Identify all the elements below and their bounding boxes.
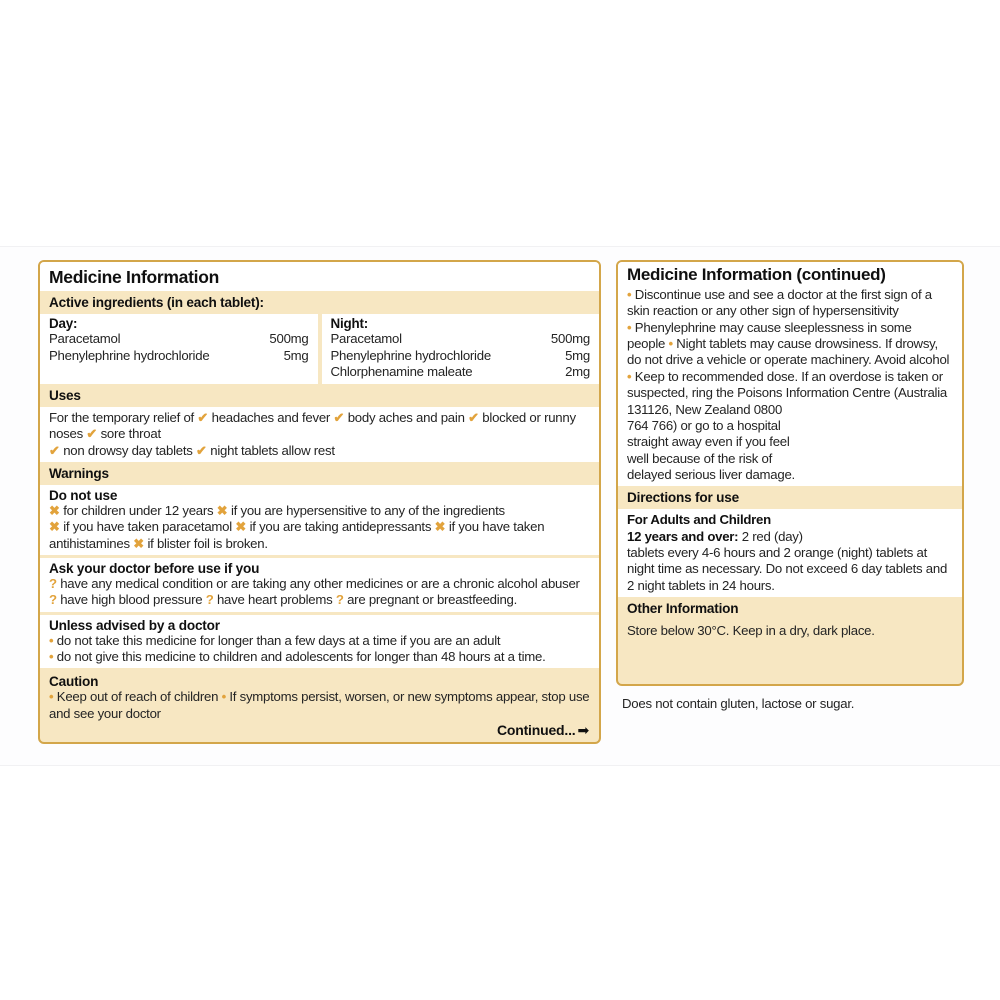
text-run: delayed serious liver damage. [627,466,795,482]
continued-label [497,722,589,739]
text-run: for children under 12 years [59,502,217,518]
ingredients-columns [40,314,599,384]
caution-heading: Caution [49,674,99,690]
day-label: Day: [49,316,78,331]
storage-instruction: Store below 30°C. Keep in a dry, dark place. [627,623,875,639]
cross-icon: ✖ [434,519,446,535]
check-icon: ✔ [196,442,207,458]
text-line [49,633,590,649]
text-line [627,545,953,594]
cross-icon: ✖ [216,502,228,518]
gluten-lactose-sugar-note: Does not contain gluten, lactose or sugar. [622,696,855,711]
text-run: blocked or runny noses [49,409,576,442]
text-line [49,649,590,665]
text-run: Keep to recommended dose. If an overdose is taken or suspected, ring the Poisons Information Centre (Australia [627,368,948,401]
text-run: sore throat [97,426,161,442]
question-icon: ? [49,576,57,592]
uses-heading: Uses [49,387,81,403]
text-line [627,467,953,483]
text-run: 131126, New Zealand 0800 [627,401,783,417]
bullet-icon: • [627,287,632,302]
text-run: straight away even if you feel [627,434,790,450]
left-panel-title: Medicine Information [49,267,219,287]
question-icon: ? [49,592,57,608]
bullet-icon: • [627,368,632,384]
right-panel-body [627,287,953,483]
text-line [49,576,590,609]
text-run: have high blood pressure [56,592,206,608]
ask-doctor-section [40,558,599,612]
other-information-heading: Other Information [627,601,739,617]
bold-text-run: 12 years and over: [627,528,742,544]
text-line [627,529,953,545]
warnings-heading: Warnings [49,465,109,481]
cross-icon: ✖ [49,502,60,518]
day-ingredients-column [40,314,318,384]
medicine-information-panel [38,260,601,744]
text-run: do not take this medicine for longer than a few days at a time if you are an adult [53,632,501,648]
text-line [627,320,953,402]
text-run: if you are hypersensitive to any of the ingredients [227,502,505,518]
right-panel-body-box [618,262,962,486]
unless-advised-body [49,633,590,666]
check-icon: ✔ [333,409,345,425]
text-run: tablets every 4-6 hours and 2 orange (night) tablets at night time as necessary. Do not exceed 6 day tablets and 2 night tablets in 24 hours. [627,545,948,593]
bullet-icon: • [627,319,632,335]
ingredient-amount: 2mg [565,364,590,380]
text-line [627,287,953,320]
caution-section [40,671,599,742]
right-panel-title: Medicine Information (continued) [627,265,886,284]
ingredient-name: Phenylephrine hydrochloride [49,347,210,363]
active-ingredients-heading: Active ingredients (in each tablet): [49,295,264,310]
text-run: if you have taken antihistamines [49,519,545,551]
ingredient-name: Paracetamol [49,331,121,346]
bullet-icon: • [49,689,54,705]
ingredient-amount: 5mg [283,347,309,363]
directions-body [618,509,962,597]
text-line [627,451,953,467]
directions-heading: Directions for use [627,490,739,506]
text-run: if blister foil is broken. [144,535,268,551]
text-run: Discontinue use and see a doctor at the first sign of a skin reaction or any other sign of hypersensitivity [627,287,932,319]
cross-icon: ✖ [133,535,145,551]
text-run: non drowsy day tablets [59,442,197,458]
caution-body [49,689,590,722]
text-line [627,418,953,434]
unless-advised-section [40,615,599,669]
do-not-use-heading: Do not use [49,487,118,503]
night-label: Night: [330,316,368,331]
text-line [627,434,953,450]
arrow-right-icon: ➡ [577,722,589,738]
do-not-use-body [49,503,590,552]
ingredient-row [331,364,591,381]
ingredient-name: Phenylephrine hydrochloride [330,347,491,363]
text-run: are pregnant or breastfeeding. [343,592,518,608]
text-line [49,689,590,722]
check-icon: ✔ [49,442,60,458]
text-run: For the temporary relief of [49,409,198,425]
ingredient-amount: 5mg [565,347,590,363]
question-icon: ? [335,592,344,608]
text-line [49,443,590,459]
text-line [49,519,590,552]
ingredient-name: Paracetamol [330,331,402,346]
text-run: 2 red (day) [741,528,803,544]
bullet-icon: • [49,632,54,648]
text-run: 764 766) or go to a hospital [627,417,781,433]
ingredient-row [331,331,591,348]
ingredient-row [49,331,309,348]
text-run: Keep out of reach of children [53,689,222,705]
ingredient-amount: 500mg [269,331,309,346]
text-run: have heart problems [213,592,336,608]
bold-text-run: For Adults and Children [627,512,771,528]
text-line [627,512,953,528]
text-run: Phenylephrine may cause sleeplessness in some people [627,319,912,352]
ask-doctor-body [49,576,590,609]
text-run: headaches and fever [208,409,334,425]
text-line [49,410,590,443]
text-run: if you have taken paracetamol [59,519,236,535]
ingredient-row [49,348,309,365]
uses-body [40,407,599,462]
unless-advised-heading: Unless advised by a doctor [49,617,220,633]
text-run: do not give this medicine to children and adolescents for longer than 48 hours at a time. [53,649,546,665]
day-ingredient-rows [49,331,309,364]
text-run: if you are taking antidepressants [246,519,435,535]
night-ingredients-column [322,314,600,384]
cross-icon: ✖ [235,519,247,535]
bullet-icon: • [49,649,54,665]
ask-doctor-heading: Ask your doctor before use if you [49,561,260,577]
bullet-icon: • [668,336,673,352]
check-icon: ✔ [468,409,479,425]
do-not-use-section [40,485,599,555]
ingredient-amount: 500mg [550,331,590,346]
text-run: body aches and pain [344,409,469,425]
text-run: well because of the risk of [627,450,772,466]
question-icon: ? [205,592,214,608]
ingredient-row [331,348,591,365]
other-information-body [618,620,962,684]
check-icon: ✔ [86,426,98,442]
bullet-icon: • [221,689,226,705]
ingredient-name: Chlorphenamine maleate [330,364,473,380]
cross-icon: ✖ [49,519,60,535]
text-line [627,402,953,418]
check-icon: ✔ [197,409,209,425]
left-panel-title-box [40,262,599,291]
text-run: Night tablets may cause drowsiness. If drowsy, do not drive a vehicle or operate machinery. Avoid alcohol [627,336,950,368]
night-ingredient-rows [331,331,591,381]
medicine-information-continued-panel [616,260,964,686]
text-line [49,503,590,519]
text-run: If symptoms persist, worsen, or new symptoms appear, stop use and see your doctor [49,689,590,721]
text-run: night tablets allow rest [206,442,335,458]
continued-text: Continued... [496,722,576,738]
text-run: have any medical condition or are taking any other medicines or are a chronic alcohol abuser [56,576,580,592]
